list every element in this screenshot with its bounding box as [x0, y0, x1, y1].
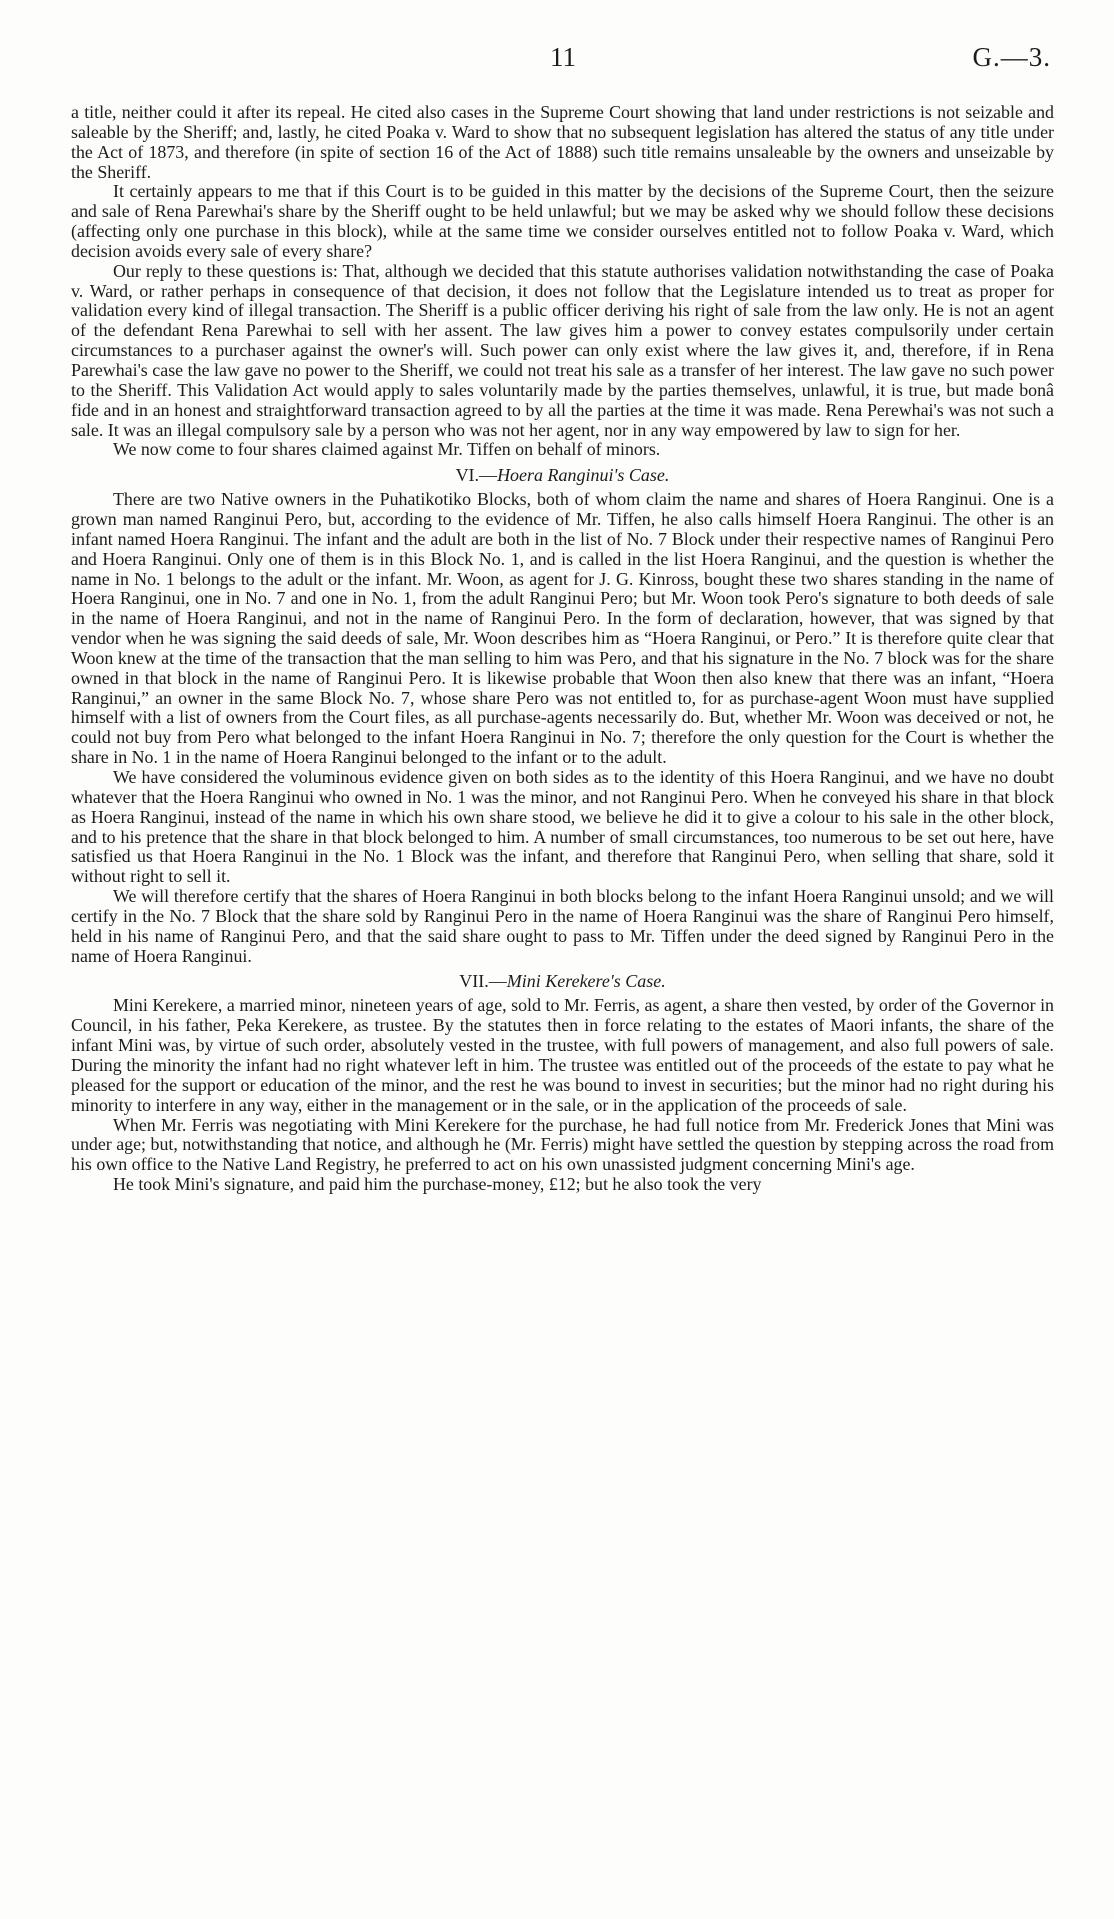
- page-header: [0, 42, 1114, 82]
- paragraph: There are two Native owners in the Puhatikotiko Blocks, both of whom claim the name and shares of Hoera Ranginui. One is a grown man named Ranginui Pero, but, according to the evidence of Mr. Tiffen, he also calls himself Hoera Ranginui. The other is an infant named Hoera Ranginui. The infant and the adult are both in the list of No. 7 Block under their respective names of Ranginui Pero and Hoera Ranginui. Only one of them is in this Block No. 1, and is called in the list Hoera Ranginui, and the question is whether the name in No. 1 belongs to the adult or the infant. Mr. Woon, as agent for J. G. Kinross, bought these two shares standing in the name of Hoera Ranginui, one in No. 7 and one in No. 1, from the adult Ranginui Pero; but Mr. Woon took Pero's signature to both deeds of sale in the name of Hoera Ranginui, and not in the name of Ranginui Pero. In the form of declaration, however, that was signed by that vendor when he was signing the said deeds of sale, Mr. Woon describes him as “Hoera Ranginui, or Pero.” It is therefore quite clear that Woon knew at the time of the transaction that the man selling to him was Pero, and that his signature in the No. 7 block was for the share owned in that block in the name of Ranginui Pero. It is likewise probable that Woon then also knew that there was an infant, “Hoera Ranginui,” an owner in the same Block No. 7, whose share Pero was not entitled to, for as purchase-agent Woon must have supplied himself with a list of owners from the Court files, as all purchase-agents necessarily do. But, whether Mr. Woon was deceived or not, he could not buy from Pero what belonged to the infant Hoera Ranginui in No. 7; therefore the only question for the Court is whether the share in No. 1 in the name of Hoera Ranginui belonged to the infant or to the adult.: [71, 489, 1054, 768]
- paragraph: We now come to four shares claimed against Mr. Tiffen on behalf of minors.: [113, 439, 661, 460]
- paragraph: Mini Kerekere, a married minor, nineteen years of age, sold to Mr. Ferris, as agent, a share then vested, by order of the Governor in Council, in his father, Peka Kerekere, as trustee. By the statutes then in force relating to the estates of Maori infants, the share of the infant Mini was, by virtue of such order, absolutely vested in the trustee, with full powers of management, and also full powers of sale. During the minority the infant had no right whatever left in him. The trustee was entitled out of the proceeds of the estate to pay what he pleased for the support or education of the minor, and the rest he was bound to invest in securities; but the minor had no right during his minority to interfere in any way, either in the management or in the sale, or in the application of the proceeds of sale.: [71, 995, 1054, 1115]
- section-title: Mini Kerekere's Case.: [506, 971, 666, 992]
- document-body: [71, 103, 1054, 1195]
- paragraph: a title, neither could it after its repeal. He cited also cases in the Supreme Court showing that land under restrictions is not seizable and saleable by the Sheriff; and, lastly, he cited Poaka v. Ward to show that no subsequent legislation has altered the status of any title under the Act of 1873, and therefore (in spite of section 16 of the Act of 1888) such title remains unsaleable by the owners and unseizable by the Sheriff.: [71, 102, 1054, 182]
- section-heading-vii: [71, 970, 1054, 992]
- section-numeral: VII.—: [459, 971, 507, 992]
- paragraph: When Mr. Ferris was negotiating with Mini Kerekere for the purchase, he had full notice from Mr. Frederick Jones that Mini was under age; but, notwithstanding that notice, and although he (Mr. Ferris) might have settled the question by stepping across the road from his own office to the Native Land Registry, he preferred to act on his own unassisted judgment concerning Mini's age.: [71, 1114, 1054, 1175]
- section-numeral: VI.—: [455, 465, 498, 486]
- section-title: Hoera Ranginui's Case.: [497, 465, 670, 486]
- paragraph: It certainly appears to me that if this Court is to be guided in this matter by the decisions of the Supreme Court, then the seizure and sale of Rena Parewhai's share by the Sheriff ought to be held unlawful; but we may be asked why we should follow these decisions (affecting only one purchase in this block), while at the same time we consider ourselves entitled not to follow Poaka v. Ward, which decision avoids every sale of every share?: [71, 181, 1054, 261]
- series-reference: G.—3.: [972, 42, 1051, 72]
- paragraph: We will therefore certify that the shares of Hoera Ranginui in both blocks belong to the infant Hoera Ranginui unsold; and we will certify in the No. 7 Block that the share sold by Ranginui Pero in the name of Hoera Ranginui was the share of Ranginui Pero himself, held in his name of Ranginui Pero, and that the said share ought to pass to Mr. Tiffen under the deed signed by Ranginui Pero in the name of Hoera Ranginui.: [71, 886, 1054, 966]
- section-heading-vi: [71, 464, 1054, 486]
- paragraph: He took Mini's signature, and paid him the purchase-money, £12; but he also took the very: [113, 1174, 762, 1195]
- page-number: 11: [550, 42, 576, 72]
- paragraph: We have considered the voluminous evidence given on both sides as to the identity of this Hoera Ranginui, and we have no doubt whatever that the Hoera Ranginui who owned in No. 1 was the minor, and not Ranginui Pero. When he conveyed his share in that block as Hoera Ranginui, instead of the name in which his own share stood, we believe he did it to give a colour to his sale in the other block, and to his pretence that the share in that block belonged to him. A number of small circumstances, too numerous to be set out here, have satisfied us that Hoera Ranginui in the No. 1 Block was the infant, and therefore that Ranginui Pero, when selling that share, sold it without right to sell it.: [71, 767, 1054, 887]
- paragraph: Our reply to these questions is: That, although we decided that this statute authorises validation notwithstanding the case of Poaka v. Ward, or rather perhaps in consequence of that decision, it does not follow that the Legislature intended us to treat as proper for validation every kind of illegal transaction. The Sheriff is a public officer deriving his right of sale from the law only. He is not an agent of the defendant Rena Parewhai to sell with her assent. The law gives him a power to convey estates compulsorily under certain circumstances to a purchaser against the owner's will. Such power can only exist where the law gives it, and, therefore, if in Rena Parewhai's case the law gave no power to the Sheriff, we could not treat his sale as a transfer of her interest. The law gave no such power to the Sheriff. This Validation Act would apply to sales voluntarily made by the parties themselves, unlawful, it is true, but made bonâ fide and in an honest and straightforward transaction agreed to by all the parties at the time it was made. Rena Perewhai's was not such a sale. It was an illegal compulsory sale by a person who was not her agent, nor in any way empowered by law to sign for her.: [71, 260, 1054, 440]
